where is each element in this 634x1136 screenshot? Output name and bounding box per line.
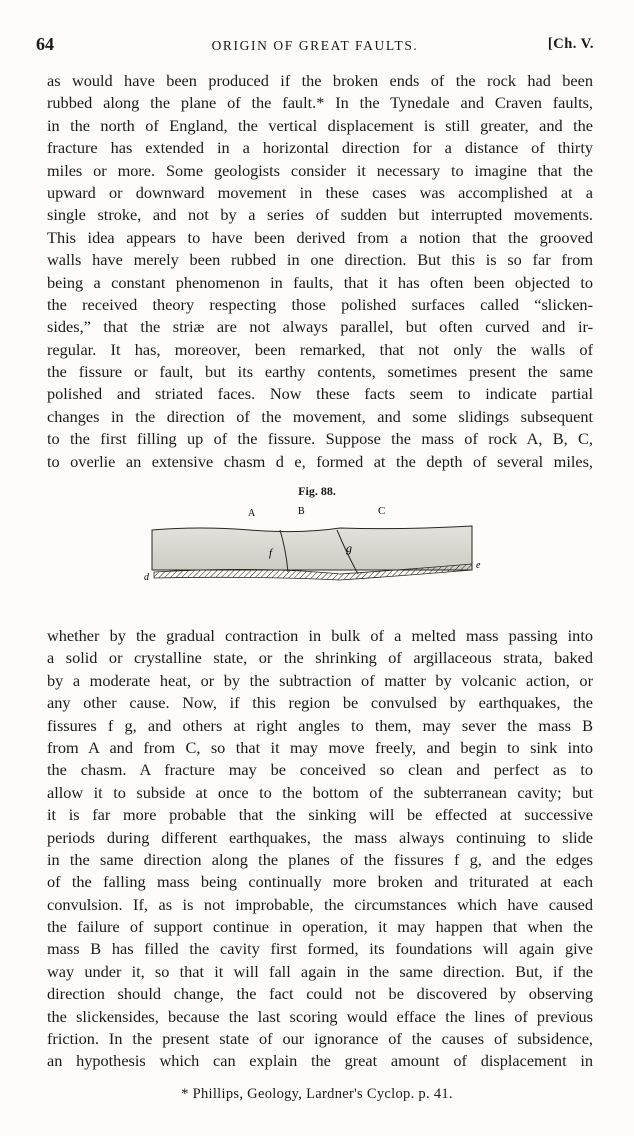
label-a: A	[248, 508, 256, 519]
text-line: by a moderate heat, or by the subtraction of matter by volcanic action, or	[47, 670, 593, 690]
body-paragraph-1	[47, 70, 593, 473]
text-line: to the first filling up of the fissure. Suppose the mass of rock A, B, C,	[47, 429, 593, 449]
text-line: of the falling mass being continually more broken and triturated at each	[47, 872, 593, 892]
text-line: a solid or crystalline state, or the shrinking of argillaceous strata, baked	[47, 648, 593, 668]
text-line: the fissure or fault, but its earthy contents, sometimes present the same	[47, 362, 593, 382]
page-number: 64	[36, 34, 54, 54]
label-g: g	[346, 541, 352, 555]
text-line: the chasm. A fracture may be conceived so clean and perfect as to	[47, 760, 593, 780]
text-line: miles or more. Some geologists consider it necessary to imagine that the	[47, 160, 593, 180]
text-line: allow it to subside at once to the bottom of the subterranean cavity; but	[47, 782, 593, 802]
label-d: d	[144, 572, 149, 583]
text-line: friction. In the present state of our ignorance of the causes of subsidence,	[47, 1029, 593, 1049]
text-line: direction should change, the fact could not be discovered by observing	[47, 984, 593, 1004]
running-title: ORIGIN OF GREAT FAULTS.	[211, 38, 419, 53]
text-line: changes in the direction of the movement, and some slidings subsequent	[47, 406, 593, 426]
text-line: rubbed along the plane of the fault.* In the Tynedale and Craven faults,	[47, 93, 593, 113]
text-line: fracture has extended in a horizontal direction for a distance of thirty	[47, 138, 593, 158]
text-line: the received theory respecting those polished surfaces called “slicken-	[47, 294, 593, 314]
text-line: polished and striated faces. Now these facts seem to indicate partial	[47, 384, 593, 404]
text-line: This idea appears to have been derived from a notion that the grooved	[47, 227, 593, 247]
text-line: the failure of support continue in operation, it may happen that when the	[47, 917, 593, 937]
figure-caption: Fig. 88.	[298, 484, 336, 498]
rock-mass	[152, 526, 472, 570]
text-line: in the north of England, the vertical displacement is still greater, and the	[47, 115, 593, 135]
text-line: way under it, so that it will fall again in the same direction. But, if the	[47, 961, 593, 981]
running-header	[36, 34, 594, 62]
text-line: an hypothesis which can explain the great amount of displacement in	[47, 1051, 593, 1071]
text-line: mass B has filled the cavity first formed, its foundations will again give	[47, 939, 593, 959]
text-line: upward or downward movement in these cases was accomplished at a	[47, 182, 593, 202]
body-paragraph-2	[47, 625, 593, 1073]
label-f: f	[269, 547, 273, 559]
chapter-label: [Ch. V.	[547, 36, 594, 52]
footnote: * Phillips, Geology, Lardner's Cyclop. p. 41.	[181, 1086, 453, 1102]
label-b: B	[298, 506, 305, 517]
fault-diagram	[140, 500, 500, 600]
text-line: sides,” that the striæ are not always parallel, but often curved and ir-	[47, 317, 593, 337]
text-line: regular. It has, moreover, been remarked, that not only the walls of	[47, 339, 593, 359]
text-line: fissures f g, and others at right angles to them, may sever the mass B	[47, 715, 593, 735]
text-line: being a constant phenomenon in faults, that it has often been objected to	[47, 272, 593, 292]
label-c: C	[378, 505, 386, 517]
text-line: it is far more probable that the sinking will be effected at successive	[47, 805, 593, 825]
text-line: in the same direction along the planes of the fissures f g, and the edges	[47, 849, 593, 869]
text-line: the slickensides, because the last scoring would efface the lines of previous	[47, 1006, 593, 1026]
label-e: e	[476, 560, 481, 571]
text-line: walls have merely been rubbed in one direction. But this is so far from	[47, 250, 593, 270]
text-line: periods during different earthquakes, the mass always continuing to slide	[47, 827, 593, 847]
text-line: to overlie an extensive chasm d e, formed at the depth of several miles,	[47, 451, 593, 471]
text-line: whether by the gradual contraction in bulk of a melted mass passing into	[47, 626, 593, 645]
text-line: from A and from C, so that it may move freely, and begin to sink into	[47, 737, 593, 757]
text-line: convulsion. If, as is not improbable, the circumstances which have caused	[47, 894, 593, 914]
text-line: any other cause. Now, if this region be convulsed by earthquakes, the	[47, 693, 593, 713]
text-line: as would have been produced if the broken ends of the rock had been	[47, 71, 593, 90]
text-line: single stroke, and not by a series of sudden but interrupted movements.	[47, 205, 593, 225]
